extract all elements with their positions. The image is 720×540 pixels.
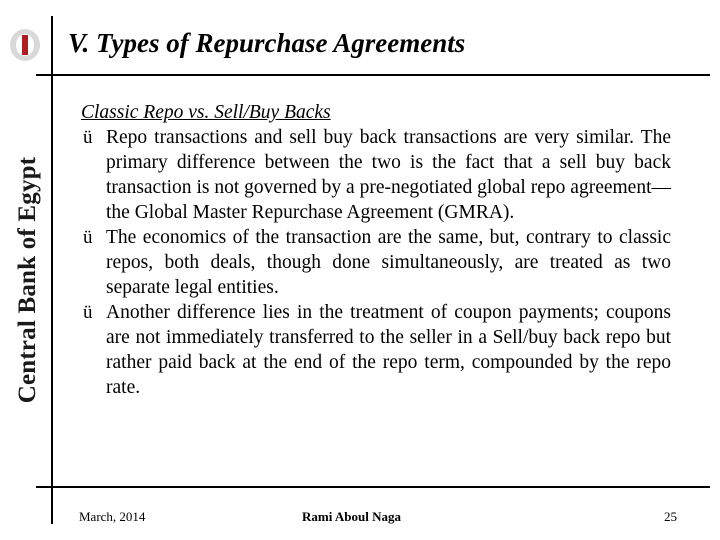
page-number: 25 [664,509,677,524]
footer-author: Rami Aboul Naga [302,509,401,524]
checkmark-icon: ü [83,127,93,148]
bullet-text: Repo transactions and sell buy back transactions are very similar. The primary difference between the two is the fact that a sell buy back transaction is not governed by a pre-negotiated global repo agreement—the Global Master Repurchase Agreement (GMRA). [106,127,671,223]
bullet-text: Another difference lies in the treatment of coupon payments; coupons are not immediately transferred to the seller in a Sell/buy back repo but rather paid back at the end of the repo term, compounded by the repo rate. [106,302,671,398]
bank-logo-icon [9,28,41,62]
vertical-divider [51,16,53,524]
bank-logo [9,28,41,62]
header-divider [36,74,710,76]
checkmark-icon: ü [83,302,93,323]
bullet-text: The economics of the transaction are the same, but, contrary to classic repos, both deals, though done simultaneously, are treated as two separate legal entities. [106,227,671,298]
checkmark-icon: ü [83,227,93,248]
bullet-item [81,225,671,300]
bullet-list [81,125,671,400]
footer-date: March, 2014 [79,509,146,524]
bullet-item [81,125,671,225]
bullet-item [81,300,671,400]
side-title: Central Bank of Egypt [14,156,41,404]
slide-title: V. Types of Repurchase Agreements [68,28,466,58]
slide-content [81,100,671,400]
footer-divider [36,486,710,488]
subheading: Classic Repo vs. Sell/Buy Backs [81,102,331,123]
